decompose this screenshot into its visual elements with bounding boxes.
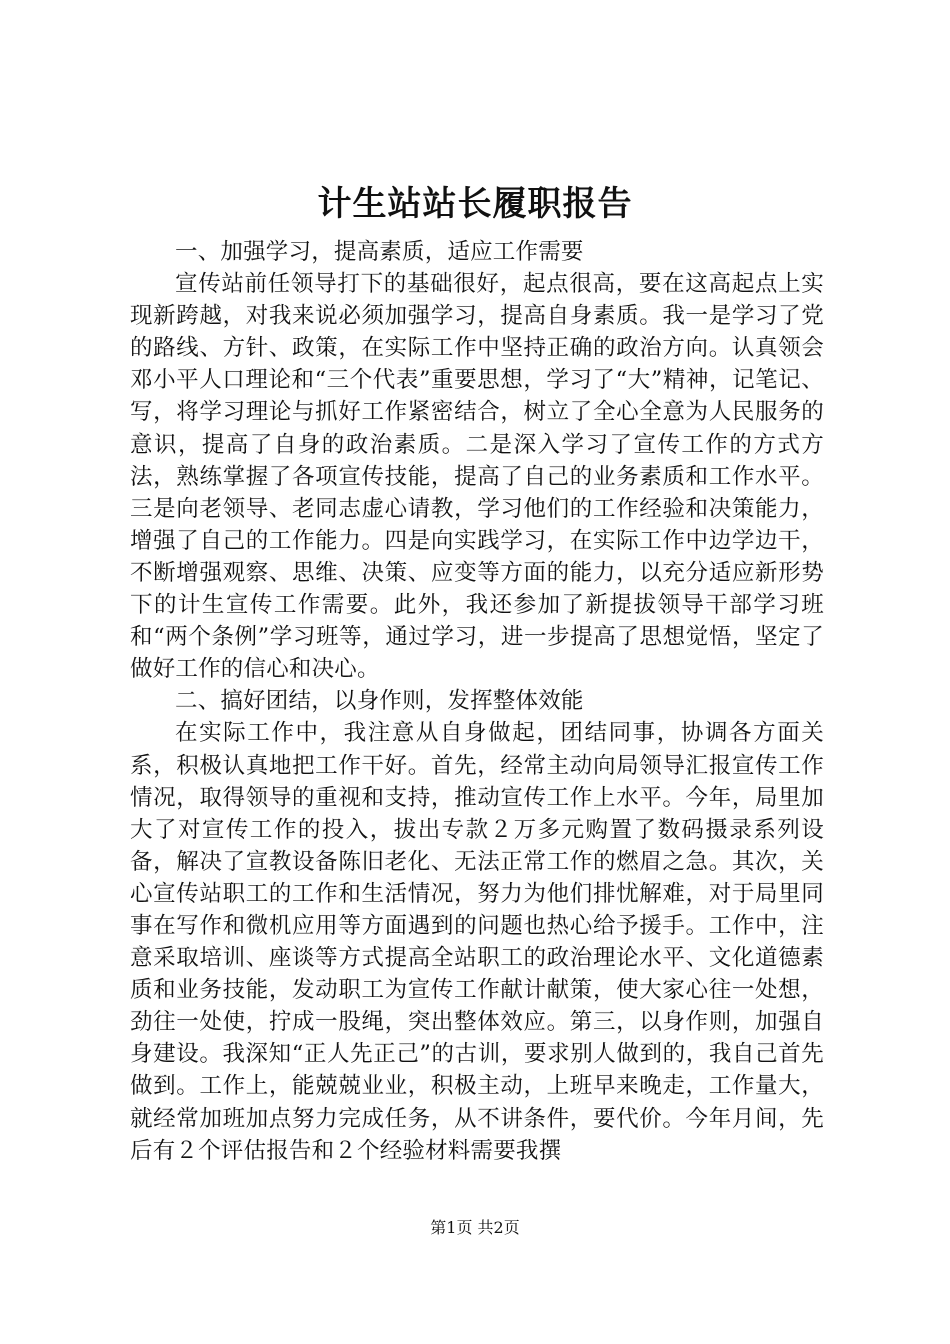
document-title: 计生站站长履职报告	[317, 184, 633, 224]
document-body	[130, 236, 824, 1167]
body-paragraph-2: 在实际工作中，我注意从自身做起，团结同事，协调各方面关系，积极认真地把工作干好。首先，经常主动向局领导汇报宣传工作情况，取得领导的重视和支持，推动宣传工作上水平。今年，局里加大了对宣传工作的投入，拔出专款２万多元购置了数码摄录系列设备，解决了宣教设备陈旧老化、无法正常工作的燃眉之急。其次，关心宣传站职工的工作和生活情况，努力为他们排忧解难，对于局里同事在写作和微机应用等方面遇到的问题也热心给予援手。工作中，注意采取培训、座谈等方式提高全站职工的政治理论水平、文化道德素质和业务技能，发动职工为宣传工作献计献策，使大家心往一处想，劲往一处使，拧成一股绳，突出整体效应。第三，以身作则，加强自身建设。我深知“正人先正己”的古训，要求别人做到的，我自己首先做到。工作上，能兢兢业业，积极主动，上班早来晚走，工作量大，就经常加班加点努力完成任务，从不讲条件，要代价。今年月间，先后有２个评估报告和２个经验材料需要我撰	[130, 720, 824, 1164]
section-heading-1: 一、加强学习，提高素质，适应工作需要	[175, 239, 584, 265]
body-paragraph-1: 宣传站前任领导打下的基础很好，起点很高，要在这高起点上实现新跨越，对我来说必须加强学习，提高自身素质。我一是学习了党的路线、方针、政策，在实际工作中坚持正确的政治方向。认真领会邓小平人口理论和“三个代表”重要思想，学习了“大”精神，记笔记、写，将学习理论与抓好工作紧密结合，树立了全心全意为人民服务的意识，提高了自身的政治素质。二是深入学习了宣传工作的方式方法，熟练掌握了各项宣传技能，提高了自己的业务素质和工作水平。三是向老领导、老同志虚心请教，学习他们的工作经验和决策能力，增强了自己的工作能力。四是向实践学习，在实际工作中边学边干，不断增强观察、思维、决策、应变等方面的能力，以充分适应新形势下的计生宣传工作需要。此外，我还参加了新提拔领导干部学习班和“两个条例”学习班等，通过学习，进一步提高了思想觉悟，坚定了做好工作的信心和决心。	[130, 271, 824, 683]
page-footer	[0, 1216, 950, 1240]
page-number: 第1页	[430, 1218, 473, 1237]
section-heading-2: 二、搞好团结，以身作则，发挥整体效能	[175, 688, 584, 715]
page-total: 共2页	[477, 1218, 520, 1237]
